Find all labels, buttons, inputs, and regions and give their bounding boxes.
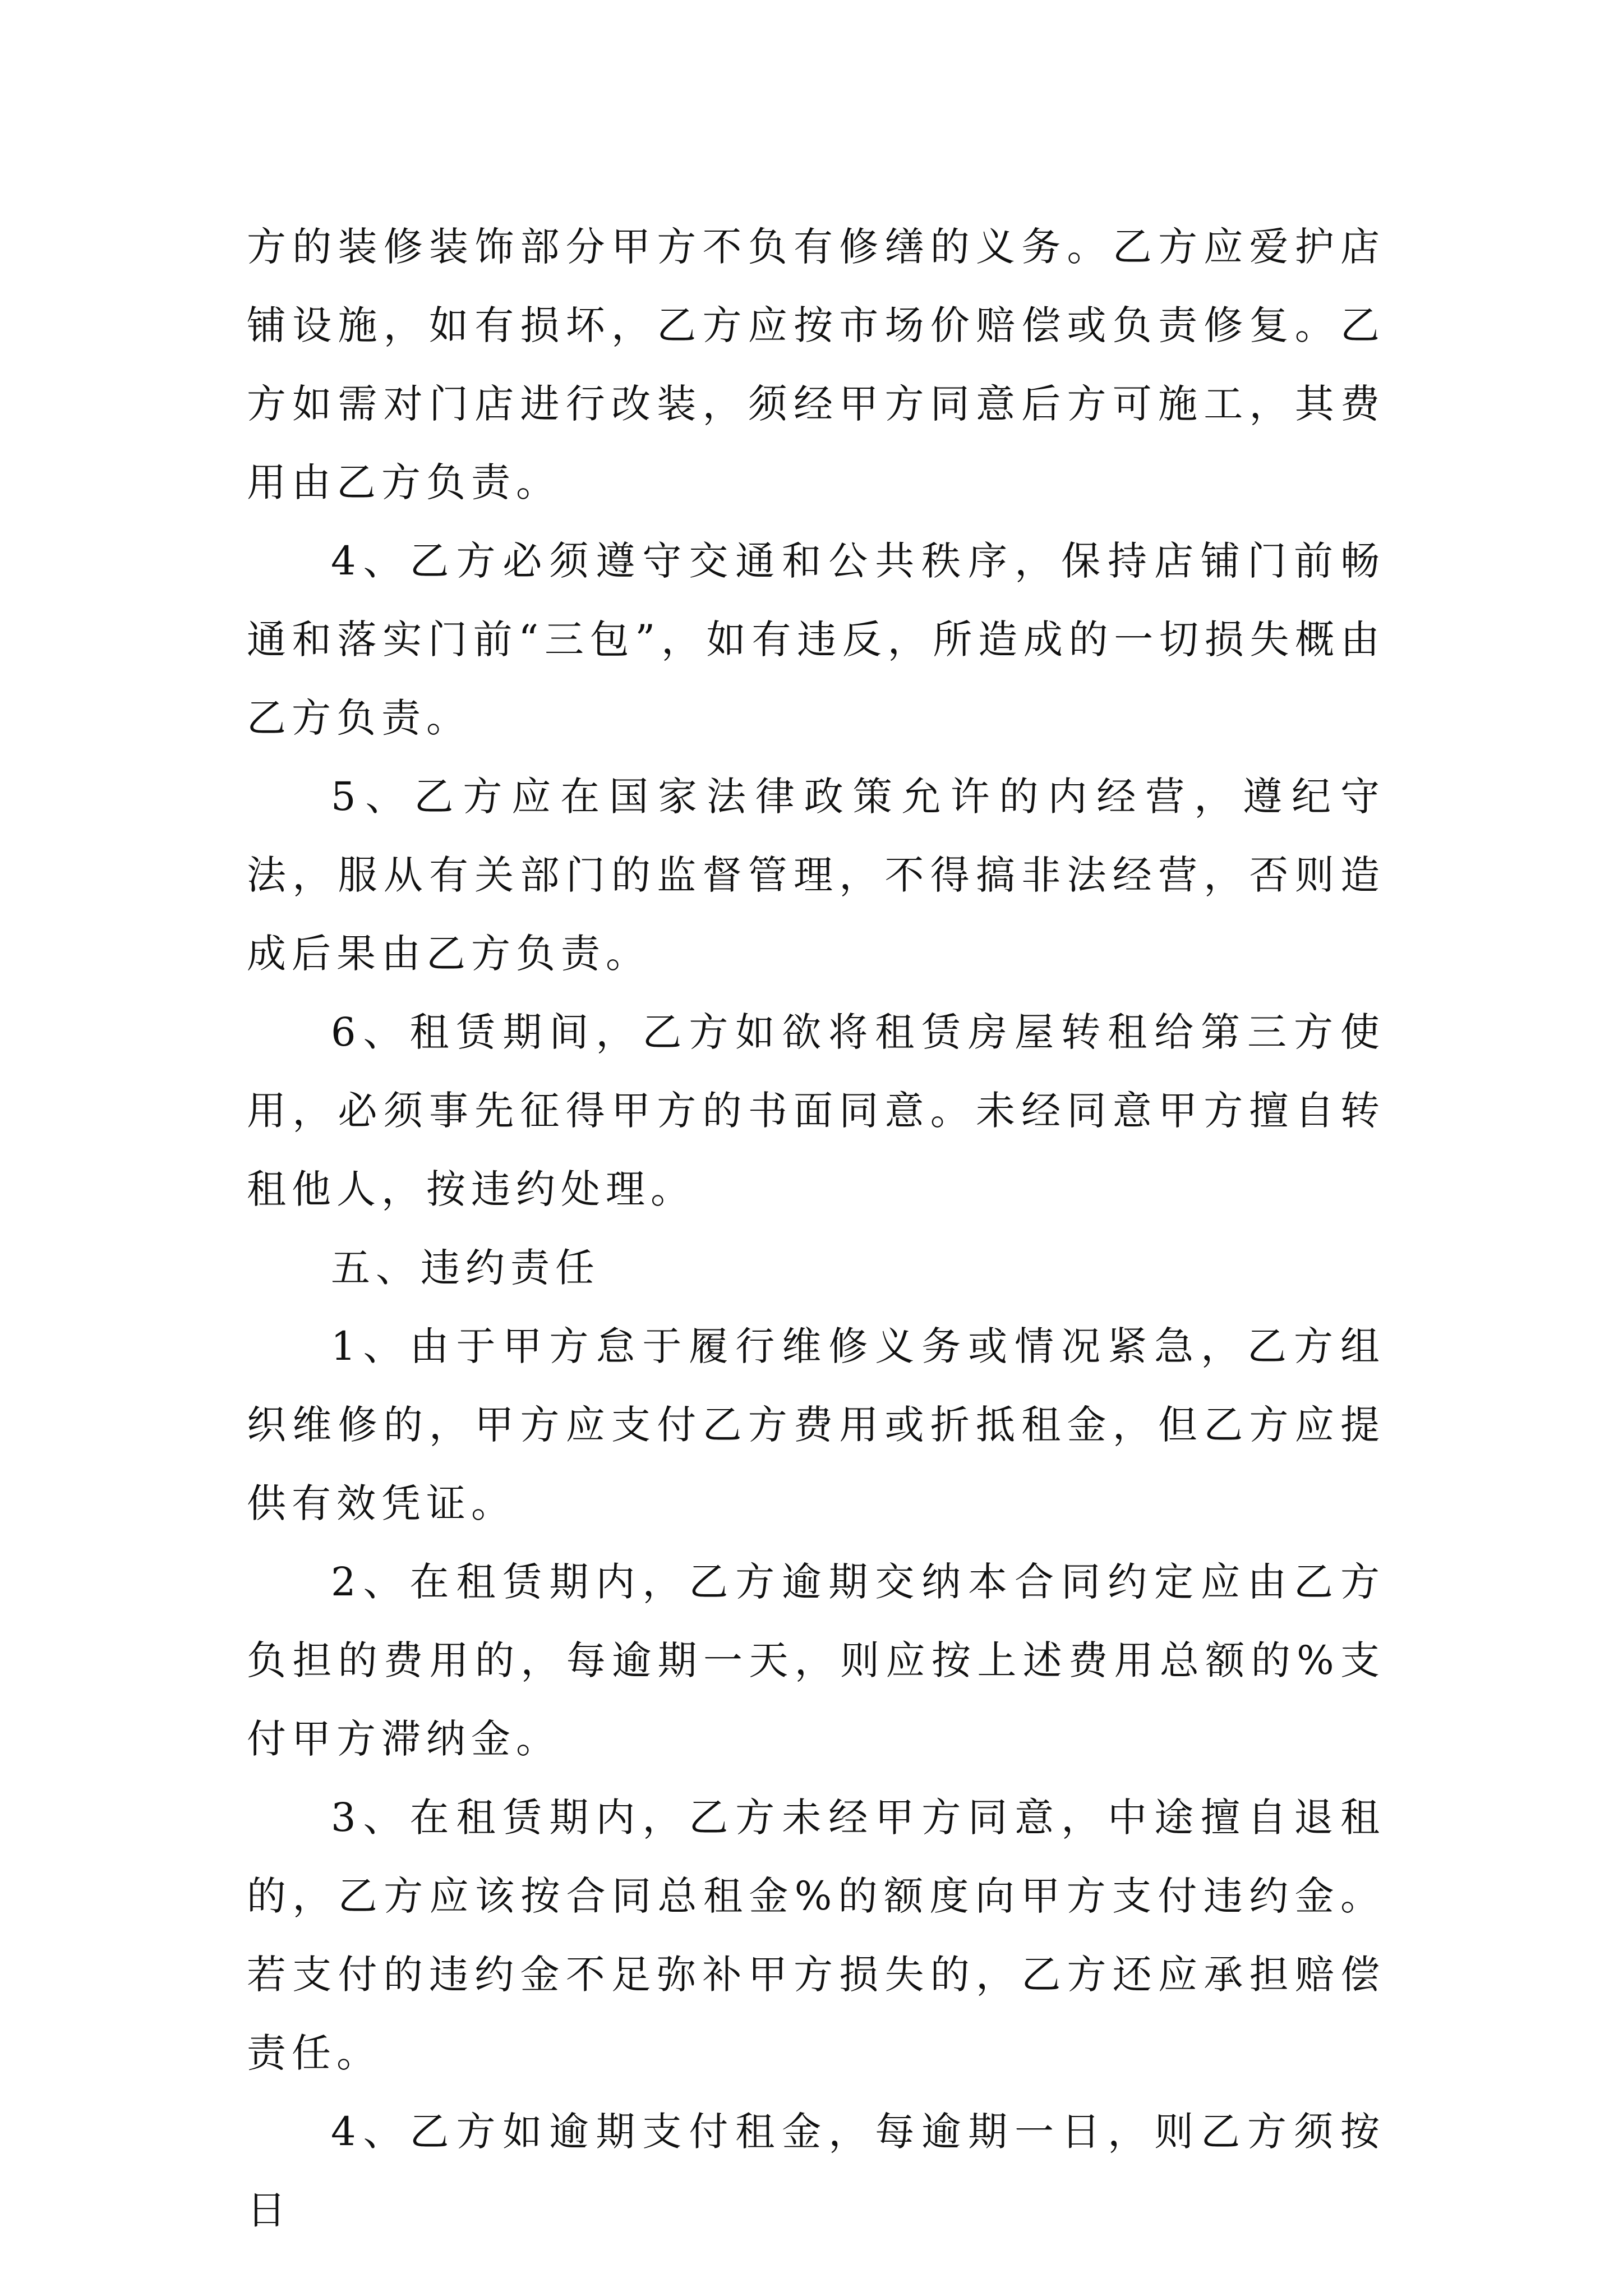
paragraph-breach-3: 3、在租赁期内，乙方未经甲方同意，中途擅自退租的，乙方应该按合同总租金%的额度向甲方支付违约金。若支付的违约金不足弥补甲方损失的，乙方还应承担赔偿责任。 bbox=[247, 1795, 1385, 2076]
paragraph-breach-2: 2、在租赁期内，乙方逾期交纳本合同约定应由乙方负担的费用的，每逾期一天，则应按上述费用总额的%支付甲方滞纳金。 bbox=[247, 1559, 1385, 1762]
paragraph-breach-4: 4、乙方如逾期支付租金，每逾期一日，则乙方须按日 bbox=[247, 2109, 1385, 2233]
document-body bbox=[247, 208, 1385, 2249]
paragraph-repair-obligations: 方的装修装饰部分甲方不负有修缮的义务。乙方应爱护店铺设施，如有损坏，乙方应按市场价赔偿或负责修复。乙方如需对门店进行改装，须经甲方同意后方可施工，其费用由乙方负责。 bbox=[247, 224, 1385, 505]
paragraph-item-6-sublease: 6、租赁期间，乙方如欲将租赁房屋转租给第三方使用，必须事先征得甲方的书面同意。未经同意甲方擅自转租他人，按违约处理。 bbox=[247, 1009, 1385, 1212]
paragraph-breach-1: 1、由于甲方怠于履行维修义务或情况紧急，乙方组织维修的，甲方应支付乙方费用或折抵租金，但乙方应提供有效凭证。 bbox=[247, 1323, 1385, 1526]
section-heading-breach: 五、违约责任 bbox=[331, 1245, 600, 1291]
paragraph-item-4-traffic: 4、乙方必须遵守交通和公共秩序，保持店铺门前畅通和落实门前“三包”，如有违反，所造成的一切损失概由乙方负责。 bbox=[247, 538, 1385, 741]
paragraph-item-5-legal: 5、乙方应在国家法律政策允许的内经营，遵纪守法，服从有关部门的监督管理，不得搞非法经营，否则造成后果由乙方负责。 bbox=[247, 774, 1385, 977]
